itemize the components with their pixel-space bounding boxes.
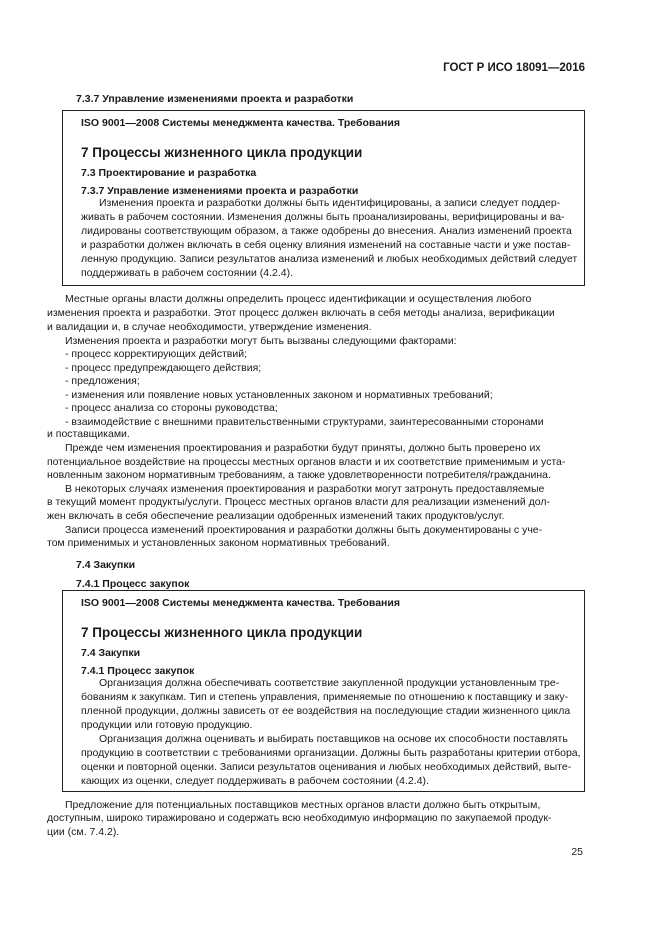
list-item: - изменения или появление новых установленных законом и нормативных требований; (65, 389, 493, 401)
box1-line: ленную продукцию. Записи результатов анализа изменений и любых необходимых действий следует (81, 253, 578, 265)
body-line: доступным, широко тиражировано и содержать всю необходимую информацию по закупаемой продук- (47, 812, 552, 824)
body-line: в текущий момент продукты/услуги. Процесс местных органов власти для реализации изменений дол- (47, 496, 550, 508)
body-line: том применимых и установленных законом нормативных требований. (47, 537, 390, 549)
body-line: В некоторых случаях изменения проектирования и разработки могут затронуть предоставляемые (65, 483, 545, 495)
iso-quote-box-1 (62, 110, 585, 286)
box2-sub2: 7.4.1 Процесс закупок (81, 665, 195, 677)
section-heading-741: 7.4.1 Процесс закупок (76, 578, 190, 590)
body-line: новленным законом нормативным требованиям, а также удовлетворенности потребителя/гражданина. (47, 469, 551, 481)
box1-title: ISO 9001—2008 Системы менеджмента качества. Требования (81, 117, 400, 129)
body-line: ции (см. 7.4.2). (47, 826, 120, 838)
box1-sub2: 7.3.7 Управление изменениями проекта и разработки (81, 185, 359, 197)
box1-line: поддерживать в рабочем состоянии (4.2.4). (81, 267, 294, 279)
box2-sub1: 7.4 Закупки (81, 647, 141, 659)
box2-line: Организация должна обеспечивать соответствие закупленной продукции установленным тре- (99, 677, 560, 689)
box2-line: пленной продукции, должны зависеть от ее воздействия на последующие стадии жизненного цикла (81, 705, 571, 717)
list-item: - процесс корректирующих действий; (65, 348, 248, 360)
body-line: и поставщиками. (47, 428, 130, 440)
body-line: Записи процесса изменений проектирования и разработки должны быть документированы с уче- (65, 524, 543, 536)
box2-line: продукции или готовую продукцию. (81, 719, 253, 731)
body-line: Изменения проекта и разработки могут быть вызваны следующими факторами: (65, 335, 457, 347)
section-heading-737: 7.3.7 Управление изменениями проекта и разработки (76, 93, 354, 105)
iso-quote-box-2 (62, 590, 585, 792)
body-line: Предложение для потенциальных поставщиков местных органов власти должно быть открытым, (65, 799, 541, 811)
list-item: - процесс предупреждающего действия; (65, 362, 262, 374)
box1-line: живать в рабочем состоянии. Изменения должны быть проанализированы, верифицированы и ва- (81, 211, 565, 223)
body-line: жен включать в себя обеспечение реализации одобренных изменений таких продуктов/услуг. (47, 510, 505, 522)
body-line: потенциальное воздействие на процессы местных органов власти и их соответствие применимым и уста- (47, 456, 566, 468)
body-line: Местные органы власти должны определить процесс идентификации и осуществления любого (65, 293, 532, 305)
box1-line: и разработки должен включать в себя оценку влияния изменений на составные части и уже постав- (81, 239, 571, 251)
body-line: и валидации и, в случае необходимости, утверждение изменения. (47, 321, 372, 333)
box2-line: оценки и повторной оценки. Записи результатов оценивания и любых необходимых действий, выте- (81, 761, 572, 773)
box2-chapter: 7 Процессы жизненного цикла продукции (81, 625, 363, 640)
box2-title: ISO 9001—2008 Системы менеджмента качества. Требования (81, 597, 400, 609)
box2-line: Организация должна оценивать и выбирать поставщиков на основе их способности поставлять (99, 733, 568, 745)
box1-line: Изменения проекта и разработки должны быть идентифицированы, а записи следует поддер- (99, 197, 561, 209)
list-item: - процесс анализа со стороны руководства; (65, 402, 278, 414)
list-item: - предложения; (65, 375, 140, 387)
box2-line: продукцию в соответствии с требованиями организации. Должны быть разработаны критерии отбора, (81, 747, 581, 759)
body-line: Прежде чем изменения проектирования и разработки будут приняты, должно быть проверено их (65, 442, 541, 454)
page-number: 25 (571, 846, 583, 858)
box2-line: бованиям к закупкам. Тип и степень управления, применяемые по отношению к поставщику и заку- (81, 691, 569, 703)
body-line: изменения проекта и разработки. Этот процесс должен включать в себя методы анализа, верификации (47, 307, 555, 319)
box1-line: лидированы соответствующим образом, а также одобрены до внесения. Анализ изменений проекта (81, 225, 572, 237)
section-heading-74: 7.4 Закупки (76, 559, 136, 571)
list-item: - взаимодействие с внешними правительственными структурами, заинтересованными сторонами (65, 416, 544, 428)
box2-line: кающих из оценки, следует поддерживать в рабочем состоянии (4.2.4). (81, 775, 429, 787)
box1-chapter: 7 Процессы жизненного цикла продукции (81, 145, 363, 160)
document-id: ГОСТ Р ИСО 18091—2016 (443, 62, 585, 74)
box1-sub1: 7.3 Проектирование и разработка (81, 167, 257, 179)
